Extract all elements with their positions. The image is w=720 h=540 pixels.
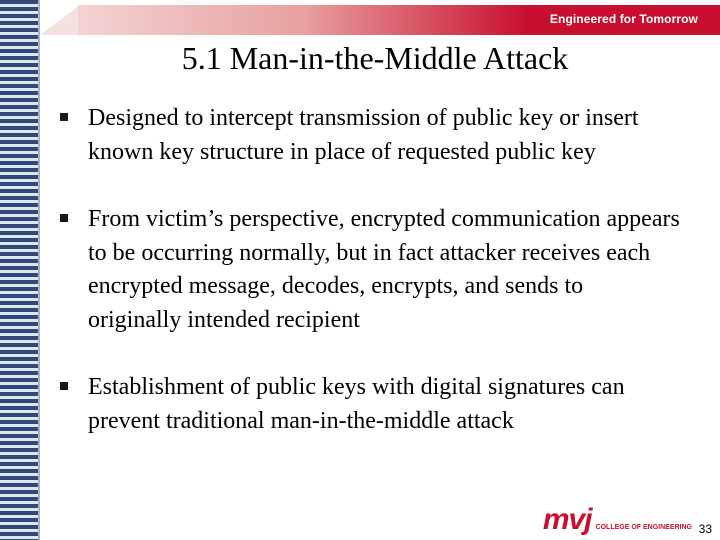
- slide-title: 5.1 Man-in-the-Middle Attack: [181, 40, 569, 76]
- logo-subtext: COLLEGE OF ENGINEERING: [595, 524, 692, 531]
- square-bullet-icon: [60, 113, 68, 121]
- bullet-text: From victim’s perspective, encrypted communication appears to be occurring normally, but in fact attacker receives each encrypted message, decodes, encrypts, and sends to originally intended recipient: [88, 206, 680, 333]
- slide-number: 33: [698, 522, 712, 536]
- bullet-item: [60, 203, 680, 337]
- square-bullet-icon: [60, 214, 68, 222]
- square-bullet-icon: [60, 382, 68, 390]
- bullet-item: [60, 371, 680, 438]
- header-slant-decoration: [40, 5, 80, 35]
- college-logo: [543, 504, 692, 534]
- bullet-list: [60, 102, 680, 472]
- bullet-text: Designed to intercept transmission of public key or insert known key structure in place of requested public key: [88, 105, 639, 165]
- logo-mark: mvj: [542, 503, 592, 536]
- bullet-item: [60, 102, 680, 169]
- header-tagline: Engineered for Tomorrow: [549, 12, 698, 26]
- bullet-text: Establishment of public keys with digital signatures can prevent traditional man-in-the-middle attack: [88, 374, 625, 434]
- left-band-edge: [38, 0, 40, 540]
- left-decorative-band: [0, 0, 38, 540]
